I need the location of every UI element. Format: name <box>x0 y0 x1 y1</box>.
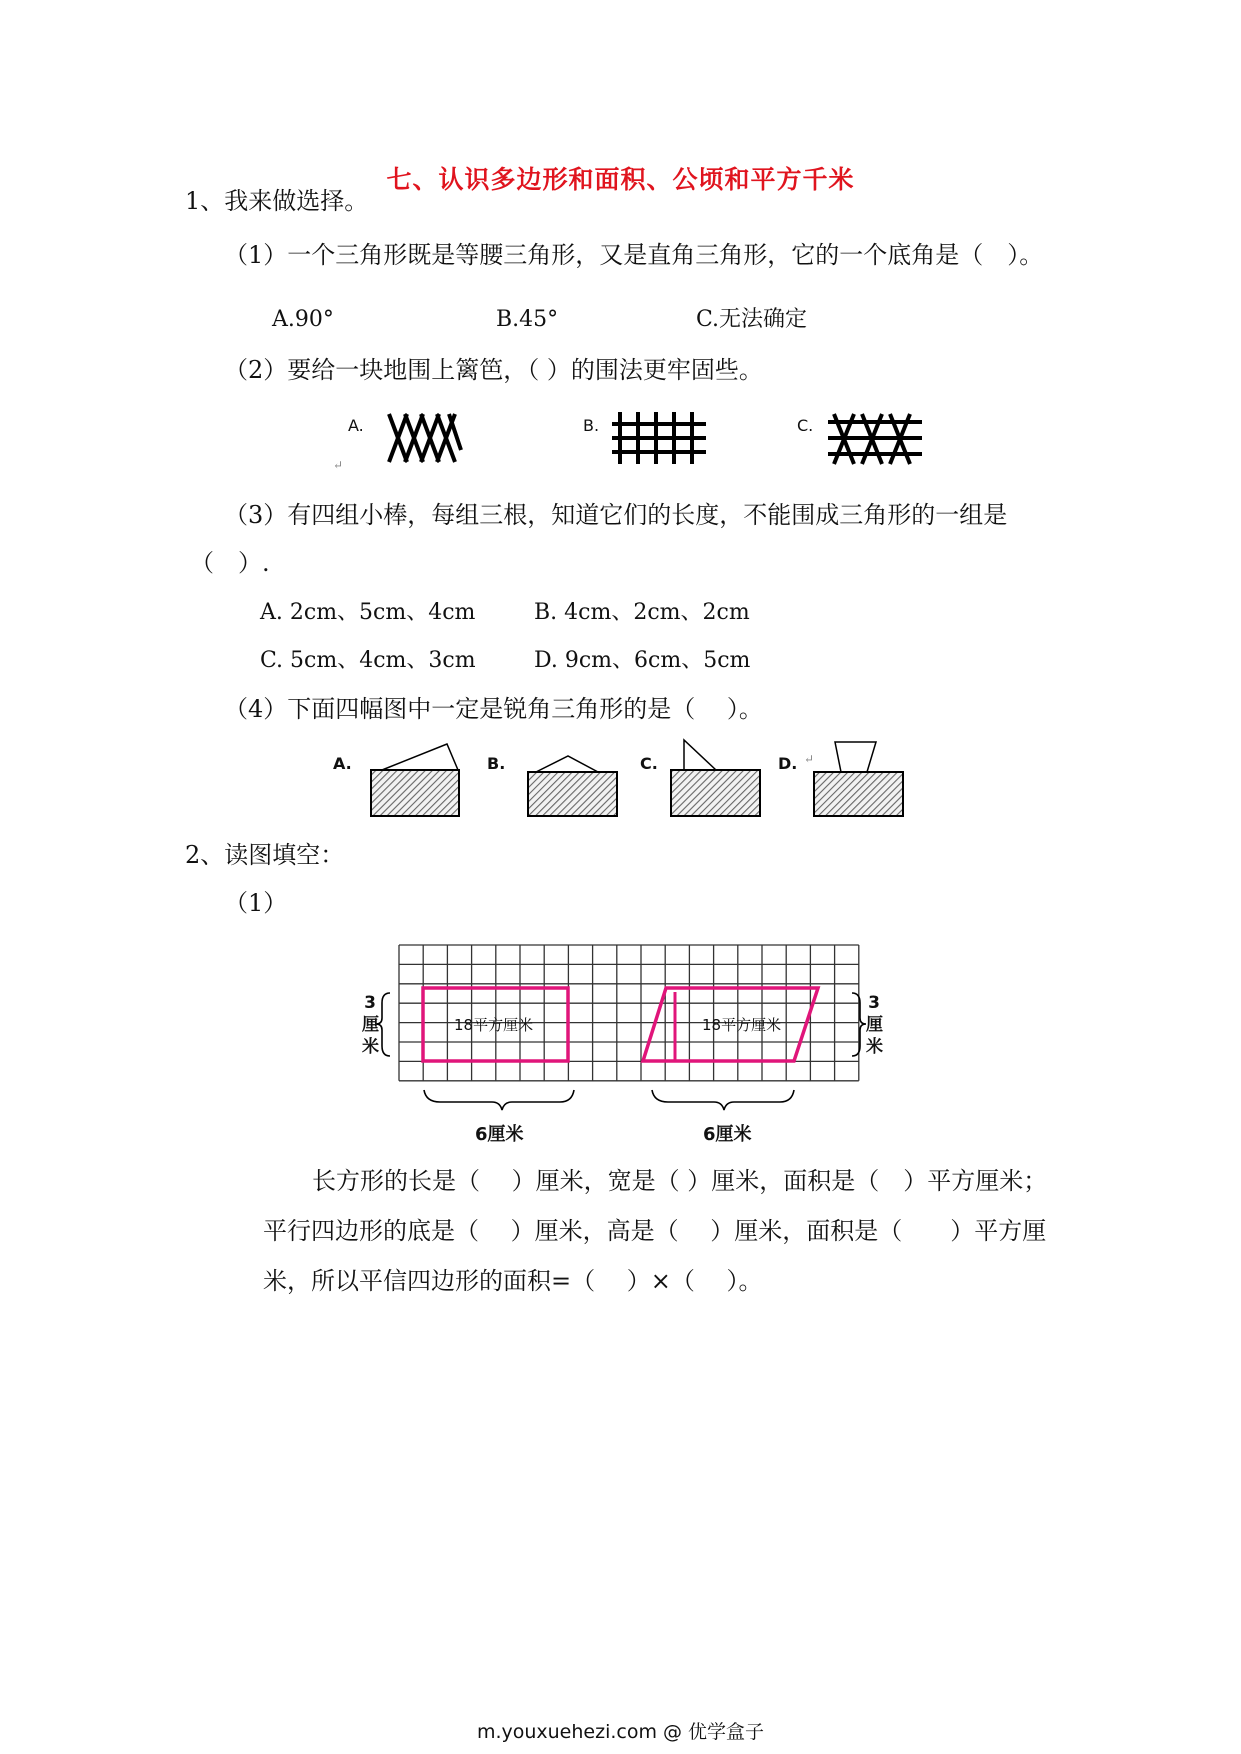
q3-option-a: A. 2cm、5cm、4cm <box>260 600 476 625</box>
bottom-left-brace <box>424 1090 574 1110</box>
fence-diagonal-figure <box>385 410 465 466</box>
fill-line-3: 米，所以平信四边形的面积=（ ）×（ ）。 <box>263 1267 763 1295</box>
q4-text: （4）下面四幅图中一定是锐角三角形的是（ ）。 <box>224 695 763 723</box>
q1-text: （1）一个三角形既是等腰三角形，又是直角三角形，它的一个底角是（ ）。 <box>224 241 1044 269</box>
parallelogram-base-label: 6厘米 <box>703 1124 752 1145</box>
q4-label-c: C. <box>640 754 658 773</box>
figure-b-hidden-triangle <box>528 756 617 816</box>
q4-label-d: D. <box>778 754 798 773</box>
section-2-heading: 2、读图填空： <box>185 841 345 869</box>
q2-label-c: C. <box>797 416 814 435</box>
right-height-label: 3 厘 米 <box>866 993 883 1057</box>
fence-grid-figure <box>612 410 708 466</box>
parallelogram-area-label: 18平方厘米 <box>702 1016 782 1034</box>
q1-option-c: C.无法确定 <box>696 307 808 332</box>
return-mark: ↵ <box>333 458 344 472</box>
fence-cross-figure <box>828 410 924 466</box>
footer-watermark: m.youxuehezi.com @ 优学盒子 <box>476 1721 765 1743</box>
figure-a-hidden-triangle <box>371 744 459 816</box>
page-title: 七、认识多边形和面积、公顷和平方千米 <box>386 165 855 194</box>
q2-label-a: A. <box>348 416 364 435</box>
left-height-label: 3 厘 米 <box>362 993 379 1057</box>
figure-d-hidden-triangle <box>814 742 903 816</box>
q4-label-a: A. <box>333 754 352 773</box>
q1-option-b: B.45° <box>496 307 559 332</box>
section-2-sub: （1） <box>224 889 288 917</box>
q2-label-b: B. <box>583 416 600 435</box>
q4-label-b: B. <box>487 754 506 773</box>
fill-line-1: 长方形的长是（ ）厘米，宽是（ ）厘米，面积是（ ）平方厘米； <box>312 1167 1048 1195</box>
q1-option-a: A.90° <box>272 307 334 332</box>
q2-text: （2）要给一块地围上篱笆，（ ）的围法更牢固些。 <box>224 356 763 384</box>
return-mark: ↵ <box>804 752 815 766</box>
rectangle-area-label: 18平方厘米 <box>454 1016 534 1034</box>
q3-option-d: D. 9cm、6cm、5cm <box>534 648 751 673</box>
rectangle-length-label: 6厘米 <box>475 1124 524 1145</box>
q3-text-line1: （3）有四组小棒，每组三根，知道它们的长度，不能围成三角形的一组是 <box>224 501 1008 529</box>
fill-line-2: 平行四边形的底是（ ）厘米，高是（ ）厘米，面积是（ ）平方厘 <box>263 1217 1047 1245</box>
section-1-heading: 1、我来做选择。 <box>185 187 369 215</box>
figure-c-hidden-triangle <box>671 740 760 816</box>
q3-option-b: B. 4cm、2cm、2cm <box>534 600 750 625</box>
right-brace <box>852 993 866 1056</box>
q3-option-c: C. 5cm、4cm、3cm <box>260 648 476 673</box>
q3-text-line2: （ ）. <box>190 549 270 577</box>
bottom-right-brace <box>652 1090 794 1110</box>
